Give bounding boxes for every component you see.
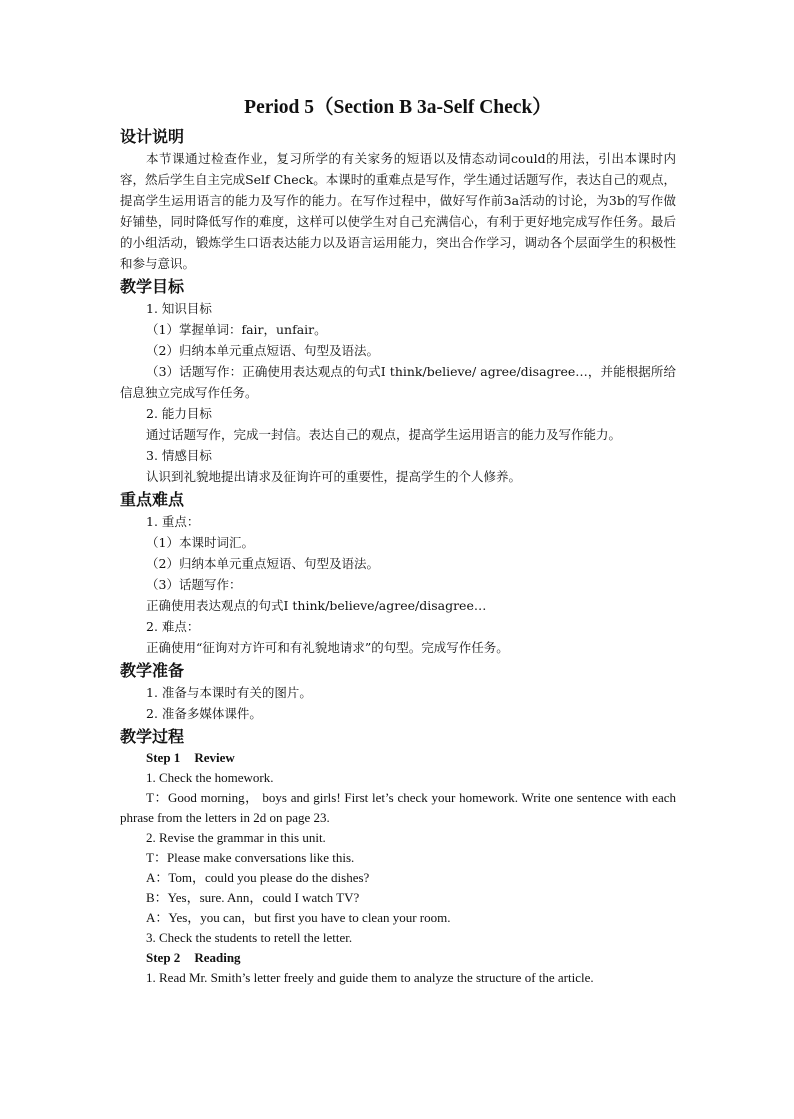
step-1-teacher-instruction: T：Please make conversations like this. [146,850,355,865]
goal-emotion-text: 认识到礼貌地提出请求及征询许可的重要性，提高学生的个人修养。 [146,469,522,484]
section-heading-design: 设计说明 [120,127,185,146]
section-heading-goals: 教学目标 [120,277,185,296]
section-heading-prep: 教学准备 [120,661,185,680]
key-point-item-2: （2）归纳本单元重点短语、句型及语法。 [146,556,379,571]
step-2-label: Step 2 [146,950,181,965]
goal-knowledge-item-1: （1）掌握单词：fair，unfair。 [146,322,327,337]
key-point: 1. 重点： [146,514,200,529]
step-1-heading [120,748,676,768]
step-1-name: Review [194,750,235,765]
key-point-item-3: （3）话题写作： [146,577,242,592]
step-1-item-2: 2. Revise the grammar in this unit. [146,830,326,845]
step-1-item-3: 3. Check the students to retell the letter. [146,930,353,945]
key-point-item-3-text: 正确使用表达观点的句式I think/believe/agree/disagree… [146,598,487,613]
goal-ability-text: 通过话题写作，完成一封信。表达自己的观点，提高学生运用语言的能力及写作能力。 [146,427,622,442]
dialogue-line-b1: B：Yes，sure. Ann，could I watch TV? [146,890,360,905]
goal-knowledge: 1. 知识目标 [146,301,212,316]
difficult-point: 2. 难点： [146,619,200,634]
goal-knowledge-item-2: （2）归纳本单元重点短语、句型及语法。 [146,343,379,358]
goal-knowledge-item-3: （3）话题写作：正确使用表达观点的句式I think/believe/ agree/disagree…，并能根据所给信息独立完成写作任务。 [120,364,676,400]
step-1-item-1: 1. Check the homework. [146,770,274,785]
key-point-item-1: （1）本课时词汇。 [146,535,254,550]
dialogue-line-a2: A：Yes，you can，but first you have to clean your room. [146,910,451,925]
section-heading-key: 重点难点 [120,490,185,509]
goal-emotion: 3. 情感目标 [146,448,212,463]
step-1-teacher-text: T：Good morning， boys and girls! First let’s check your homework. Write one sentence with each phrase from the letters in 2d on page 23. [120,790,676,825]
dialogue-line-a1: A：Tom，could you please do the dishes? [146,870,370,885]
step-2-heading [120,948,676,968]
section-heading-process: 教学过程 [120,727,185,746]
prep-item-1: 1. 准备与本课时有关的图片。 [146,685,312,700]
page-title: Period 5（Section B 3a-Self Check） [244,97,552,118]
design-paragraph: 本节课通过检查作业，复习所学的有关家务的短语以及情态动词could的用法，引出本课时内容，然后学生自主完成Self Check。本课时的重难点是写作，学生通过话题写作，表达自己的观点，提高学生运用语言的能力及写作的能力。在写作过程中，做好写作前3a活动的讨论，为3b的写作做好铺垫，同时降低写作的难度，这样可以使学生对自己充满信心，有利于更好地完成写作任务。最后的小组活动，锻炼学生口语表达能力以及语言运用能力，突出合作学习，调动各个层面学生的积极性和参与意识。 [120,151,676,271]
step-2-name: Reading [194,950,241,965]
difficult-point-text: 正确使用“征询对方许可和有礼貌地请求”的句型。完成写作任务。 [146,640,509,655]
step-2-item-1: 1. Read Mr. Smith’s letter freely and guide them to analyze the structure of the article. [146,970,594,985]
document-page [120,96,676,988]
goal-ability: 2. 能力目标 [146,406,212,421]
step-1-label: Step 1 [146,750,181,765]
prep-item-2: 2. 准备多媒体课件。 [146,706,262,721]
